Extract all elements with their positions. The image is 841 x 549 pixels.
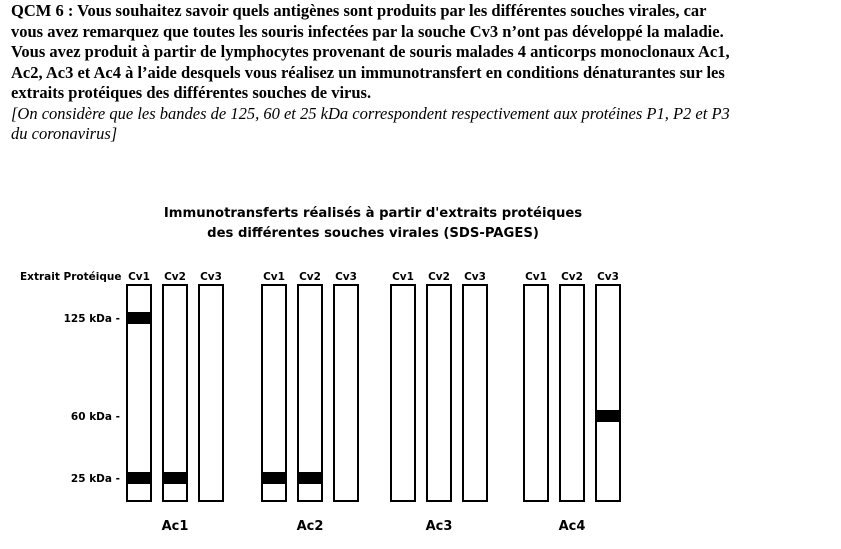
note-line-2: du coronavirus]: [11, 124, 118, 143]
figure-title-line-1: Immunotransferts réalisés à partir d'extraits protéiques: [163, 206, 583, 221]
lane-ac4-cv1: [524, 285, 548, 501]
lane-ac4-cv2: [560, 285, 584, 501]
lane-ac2-cv1: [262, 285, 286, 501]
question-line-3: Vous avez produit à partir de lymphocytes provenant de souris malades 4 anticorps monoclonaux Ac1,: [11, 42, 730, 61]
lane-ac2-cv3: [334, 285, 358, 501]
lane-label-ac2-cv1: Cv1: [263, 271, 285, 283]
question-line-1: QCM 6 : Vous souhaitez savoir quels antigènes sont produits par les différentes souches virales, car: [11, 1, 707, 20]
lane-label-ac2-cv3: Cv3: [335, 271, 357, 283]
band-ac1-cv1-125kda: [127, 312, 151, 324]
band-ac2-cv2-25kda: [298, 472, 322, 484]
lane-label-ac4-cv2: Cv2: [561, 271, 583, 283]
antibody-label-ac3: Ac3: [425, 519, 453, 534]
antibody-label-ac2: Ac2: [296, 519, 324, 534]
antibody-label-ac1: Ac1: [161, 519, 189, 534]
lane-ac2-cv2: [298, 285, 322, 501]
lane-label-ac2-cv2: Cv2: [299, 271, 321, 283]
band-ac1-cv2-25kda: [163, 472, 187, 484]
lane-label-ac3-cv3: Cv3: [464, 271, 486, 283]
blots-group: [64, 271, 620, 534]
band-ac4-cv3-60kda: [596, 410, 620, 422]
figure-title-line-2: des différentes souches virales (SDS-PAGES): [207, 226, 539, 241]
lane-label-ac4-cv3: Cv3: [597, 271, 619, 283]
question-line-4: Ac2, Ac3 et Ac4 à l’aide desquels vous réalisez un immunotransfert en conditions dénaturantes sur les: [11, 62, 725, 82]
lane-ac3-cv3: [463, 285, 487, 501]
lane-label-ac1-cv3: Cv3: [200, 271, 222, 283]
lane-label-ac3-cv2: Cv2: [428, 271, 450, 283]
lane-ac4-cv3: [596, 285, 620, 501]
question-line-5: extraits protéiques des différentes souches de virus.: [11, 83, 372, 102]
band-ac2-cv1-25kda: [262, 472, 286, 484]
note-line-1: [On considère que les bandes de 125, 60 et 25 kDa correspondent respectivement aux protéines P1, P2 et P3: [11, 103, 730, 123]
lane-ac3-cv2: [427, 285, 451, 501]
lane-ac1-cv3: [199, 285, 223, 501]
lane-label-ac1-cv2: Cv2: [164, 271, 186, 283]
lane-ac1-cv2: [163, 285, 187, 501]
question-line-2: vous avez remarquez que toutes les souris infectées par la souche Cv3 n’ont pas développé la maladie.: [11, 21, 724, 41]
lane-label-ac4-cv1: Cv1: [525, 271, 547, 283]
marker-label-125kda: 125 kDa -: [63, 313, 120, 325]
marker-label-25kda: 25 kDa -: [70, 473, 120, 485]
row-label-extrait: Extrait Protéique: [20, 271, 122, 283]
lane-label-ac3-cv1: Cv1: [392, 271, 414, 283]
lane-label-ac1-cv1: Cv1: [128, 271, 150, 283]
band-ac1-cv1-25kda: [127, 472, 151, 484]
lane-ac3-cv1: [391, 285, 415, 501]
antibody-label-ac4: Ac4: [558, 519, 586, 534]
marker-label-60kda: 60 kDa -: [70, 411, 120, 423]
